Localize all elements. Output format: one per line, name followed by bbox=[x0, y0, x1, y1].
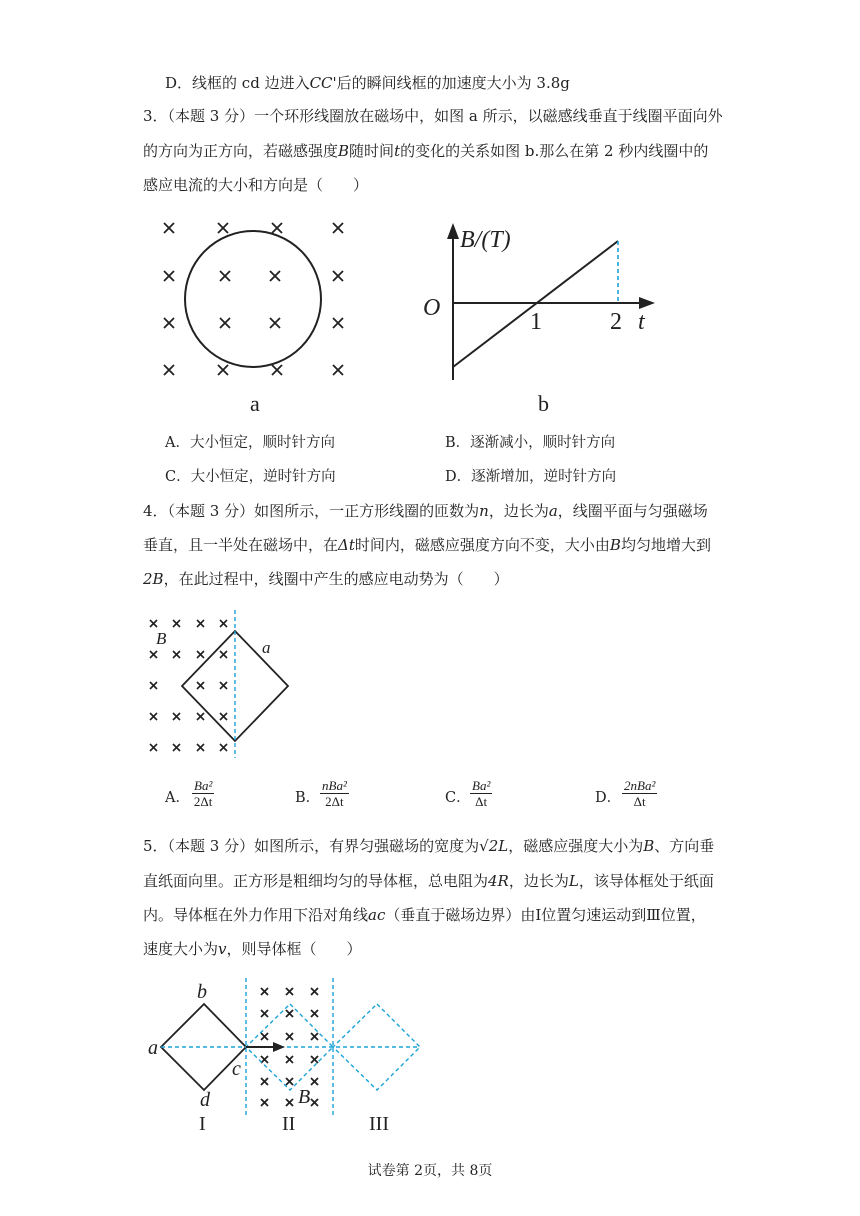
q4-option-a-frac bbox=[192, 778, 214, 809]
q4-opt-a-den: 2Δt bbox=[193, 794, 213, 809]
q3-figure-a bbox=[150, 215, 350, 415]
q5-label-III: III bbox=[369, 1113, 389, 1135]
q5-line3a: 内。导体框在外力作用下沿对角线 bbox=[143, 906, 369, 924]
q3-fig-b-label: b bbox=[538, 391, 549, 416]
q3-b-tick2: 2 bbox=[610, 309, 622, 335]
q4-var-a: a bbox=[548, 502, 558, 520]
q4-option-d-frac bbox=[622, 778, 657, 809]
q4-var-n: n bbox=[479, 502, 489, 520]
q3-line2a: 的方向为正方向，若磁感强度 bbox=[143, 142, 339, 160]
q3-line2b: 随时间 bbox=[349, 142, 395, 160]
q5-label-B: B bbox=[298, 1086, 311, 1108]
q5-var-B: B bbox=[643, 837, 655, 855]
q5-line3b: （垂直于磁场边界）由Ⅰ位置匀速运动到Ⅲ位置， bbox=[385, 906, 706, 924]
q4-opt-d-den: Δt bbox=[633, 794, 646, 809]
q5-var-v: v bbox=[218, 940, 227, 958]
q5-var-L: L bbox=[568, 872, 579, 890]
q5-line2c: ，该导体框处于纸面 bbox=[578, 872, 714, 890]
q3-option-b: B．逐渐减小，顺时针方向 bbox=[445, 435, 616, 451]
q3-option-d: D．逐渐增加，逆时针方向 bbox=[445, 469, 617, 485]
q5-label-II: II bbox=[282, 1113, 296, 1135]
q5-var-4R: 4R bbox=[488, 872, 509, 890]
q4-line3-text: ，在此过程中，线圈中产生的感应电动势为（ ） bbox=[163, 570, 509, 588]
q5-label-I: I bbox=[199, 1113, 206, 1135]
q3-coil-circle bbox=[185, 231, 321, 367]
q3-option-a: A．大小恒定，顺时针方向 bbox=[165, 435, 335, 451]
q3-option-c: C．大小恒定，逆时针方向 bbox=[165, 469, 336, 485]
q2-option-d bbox=[165, 73, 570, 93]
q5-label-b: b bbox=[197, 981, 207, 1003]
q4-option-b-prefix: B． bbox=[295, 790, 321, 806]
q4-line2a: 垂直，且一半处在磁场中，在 bbox=[143, 536, 339, 554]
q4-line1a: 4．（本题 3 分）如图所示，一正方形线圈的匝数为 bbox=[143, 502, 480, 520]
q4-line1c: ，线圈平面与匀强磁场 bbox=[557, 502, 708, 520]
q4-option-d-prefix: D． bbox=[595, 790, 622, 806]
q3-fig-a-label: a bbox=[250, 391, 260, 416]
q4-opt-c-num: Ba² bbox=[472, 778, 491, 793]
q5-line2b: ，边长为 bbox=[508, 872, 569, 890]
q4-figure bbox=[142, 610, 302, 760]
q3-b-ylabel: B/(T) bbox=[460, 227, 511, 253]
q4-option-c-prefix: C． bbox=[445, 790, 471, 806]
q5-figure bbox=[145, 978, 445, 1138]
q5-label-a: a bbox=[148, 1037, 158, 1059]
q5-var-ac: ac bbox=[368, 906, 386, 924]
q5-line4 bbox=[143, 939, 362, 959]
q5-label-d: d bbox=[200, 1089, 210, 1111]
page-footer: 试卷第 2页，共 8页 bbox=[367, 1163, 493, 1179]
q4-var-B: B bbox=[609, 536, 621, 554]
q2-option-d-math: CC' bbox=[309, 74, 337, 92]
q4-line2 bbox=[143, 535, 711, 555]
q5-line1a: 5．（本题 3 分）如图所示，有界匀强磁场的宽度为 bbox=[143, 837, 480, 855]
q5-var-width: √2L bbox=[479, 837, 509, 855]
q3-var-t: t bbox=[394, 142, 401, 160]
q4-opt-b-den: 2Δt bbox=[325, 794, 344, 809]
q4-line2b: 时间内，磁感应强度方向不变，大小由 bbox=[354, 536, 610, 554]
q4-line1b: ，边长为 bbox=[488, 502, 549, 520]
q4-opt-a-num: Ba² bbox=[194, 778, 213, 793]
q5-line1 bbox=[143, 836, 714, 856]
q4-fig-B: B bbox=[156, 629, 167, 648]
q4-line1 bbox=[143, 501, 708, 521]
q3-var-b: B bbox=[338, 142, 350, 160]
q5-line2 bbox=[143, 871, 714, 891]
q5-line3 bbox=[143, 905, 706, 925]
q3-b-origin: O bbox=[423, 295, 441, 321]
q4-line3 bbox=[143, 569, 509, 589]
q4-var-dt: Δt bbox=[338, 536, 355, 554]
q3-b-tick1: 1 bbox=[530, 309, 542, 335]
q4-option-c-frac bbox=[470, 778, 492, 809]
q5-line4a: 速度大小为 bbox=[143, 940, 219, 958]
q3-line2c: 的变化的关系如图 b.那么在第 2 秒内线圈中的 bbox=[400, 142, 709, 160]
q4-line2c: 均匀地增大到 bbox=[620, 536, 711, 554]
q5-line4b: ，则导体框（ ） bbox=[226, 940, 362, 958]
q3-line2 bbox=[143, 141, 708, 161]
q3-line1: 3．（本题 3 分）一个环形线圈放在磁场中，如图 a 所示，以磁感线垂直于线圈平面向外 bbox=[143, 107, 723, 125]
q4-opt-c-den: Δt bbox=[475, 794, 488, 809]
q3-figure-b bbox=[420, 215, 680, 415]
q4-option-a-prefix: A． bbox=[165, 790, 190, 806]
q4-opt-b-num: nBa² bbox=[322, 778, 347, 793]
q4-fig-a: a bbox=[262, 638, 271, 657]
q3-b-xlabel: t bbox=[638, 309, 645, 335]
q5-line1c: 、方向垂 bbox=[654, 837, 715, 855]
q3-line3: 感应电流的大小和方向是（ ） bbox=[143, 176, 369, 194]
q2-option-d-text: D．线框的 cd 边进入 bbox=[165, 74, 310, 92]
q5-line2a: 直纸面向里。正方形是粗细均匀的导体框，总电阻为 bbox=[143, 872, 489, 890]
q4-option-b-frac bbox=[320, 778, 349, 809]
q4-opt-d-num: 2nBa² bbox=[624, 778, 656, 793]
q5-line1b: ，磁感应强度大小为 bbox=[508, 837, 644, 855]
q4-var-2B: 2B bbox=[143, 570, 164, 588]
q5-label-c: c bbox=[232, 1058, 241, 1080]
q2-option-d-tail: 后的瞬间线框的加速度大小为 3.8g bbox=[336, 74, 570, 92]
